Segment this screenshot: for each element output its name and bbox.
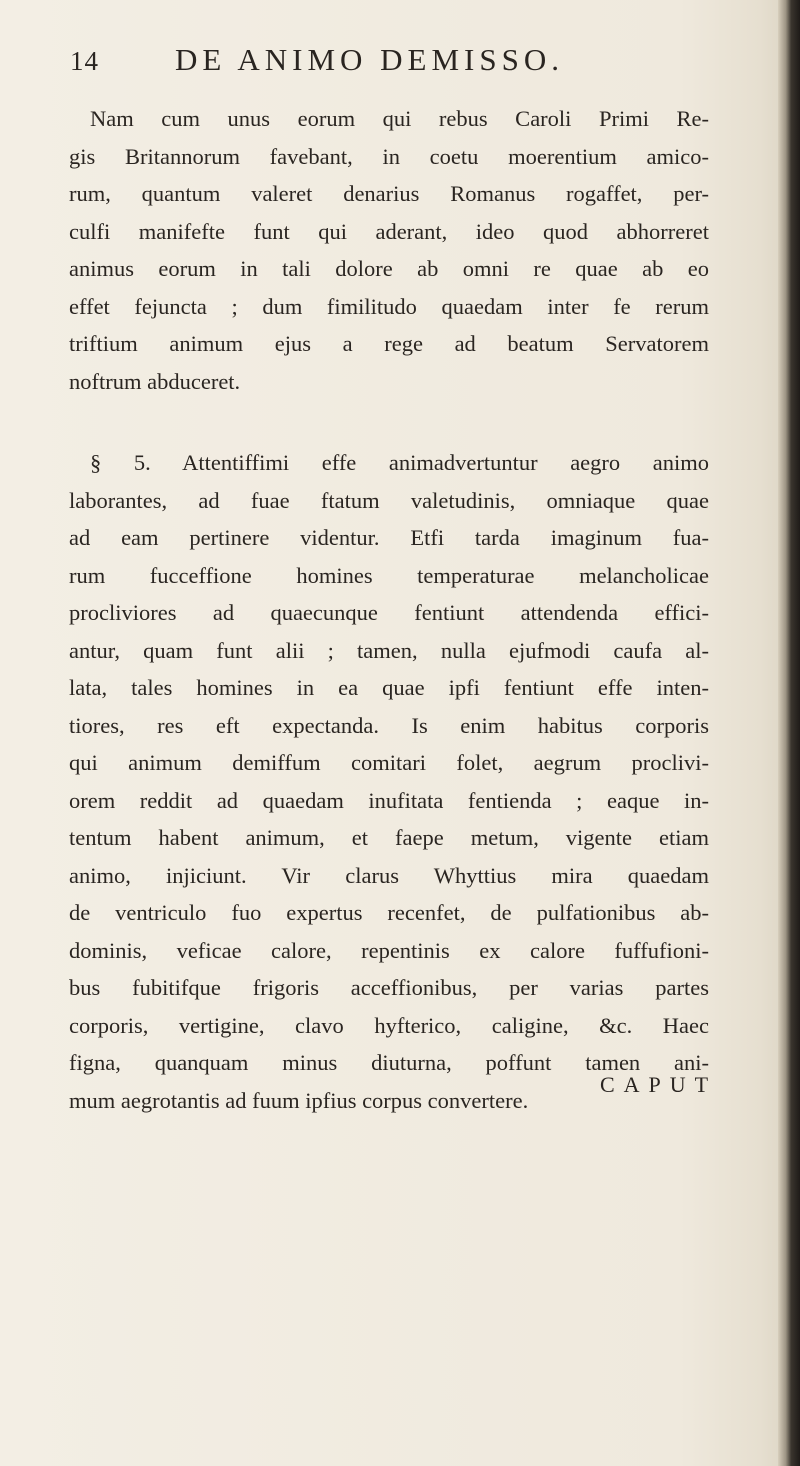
paragraph-gap [69,400,709,444]
text-line: laborantes, ad fuae ftatum valetudinis, omniaque quae [69,487,709,513]
text-line: ad eam pertinere videntur. Etfi tarda imaginum fua- [69,525,709,550]
text-line: triftium animum ejus a rege ad beatum Servatorem [69,331,709,356]
text-line: figna, quanquam minus diuturna, poffunt tamen ani- [69,1050,709,1075]
text-line: noftrum abduceret. [69,368,241,394]
catchword: CAPUT [600,1072,718,1097]
page-number: 14 [70,46,99,76]
text-line: qui animum demiffum comitari folet, aegrum proclivi- [69,750,709,775]
text-line: dominis, veficae calore, repentinis ex calore fuffufioni- [69,937,709,963]
text-line: bus fubitifque frigoris acceffionibus, per varias partes [69,975,709,1000]
text-line: gis Britannorum favebant, in coetu moerentium amico- [69,143,709,169]
text-line: tiores, res eft expectanda. Is enim habitus corporis [69,712,709,738]
text-line: animo, injiciunt. Vir clarus Whyttius mira quaedam [69,862,709,888]
text-line: mum aegrotantis ad fuum ipfius corpus convertere. [69,1087,529,1113]
text-line: corporis, vertigine, clavo hyfterico, caligine, &c. Haec [69,1012,709,1038]
text-line: lata, tales homines in ea quae ipfi fentiunt effe inten- [69,675,709,700]
paragraph [69,444,709,1119]
text-line: § 5. Attentiffimi effe animadvertuntur aegro animo [90,450,709,475]
text-line: rum, quantum valeret denarius Romanus rogaffet, per- [69,181,709,206]
text-line: antur, quam funt alii ; tamen, nulla ejufmodi caufa al- [69,637,709,663]
paragraph [69,100,709,400]
text-line: de ventriculo fuo expertus recenfet, de pulfationibus ab- [69,900,709,925]
text-line: rum fucceffione homines temperaturae melancholicae [69,562,709,588]
text-line: effet fejuncta ; dum fimilitudo quaedam inter fe rerum [69,293,709,319]
text-line: animus eorum in tali dolore ab omni re quae ab eo [69,256,709,281]
text-line: tentum habent animum, et faepe metum, vigente etiam [69,825,709,850]
binding-edge [778,0,800,1466]
running-title: DE ANIMO DEMISSO. [175,42,564,77]
body-text [69,100,709,1119]
page-header [70,42,720,82]
text-line: orem reddit ad quaedam inufitata fentienda ; eaque in- [69,787,709,813]
text-line: culfi manifefte funt qui aderant, ideo quod abhorreret [69,218,709,244]
text-line: procliviores ad quaecunque fentiunt attendenda effici- [69,600,709,625]
text-line: Nam cum unus eorum qui rebus Caroli Primi Re- [90,106,709,131]
